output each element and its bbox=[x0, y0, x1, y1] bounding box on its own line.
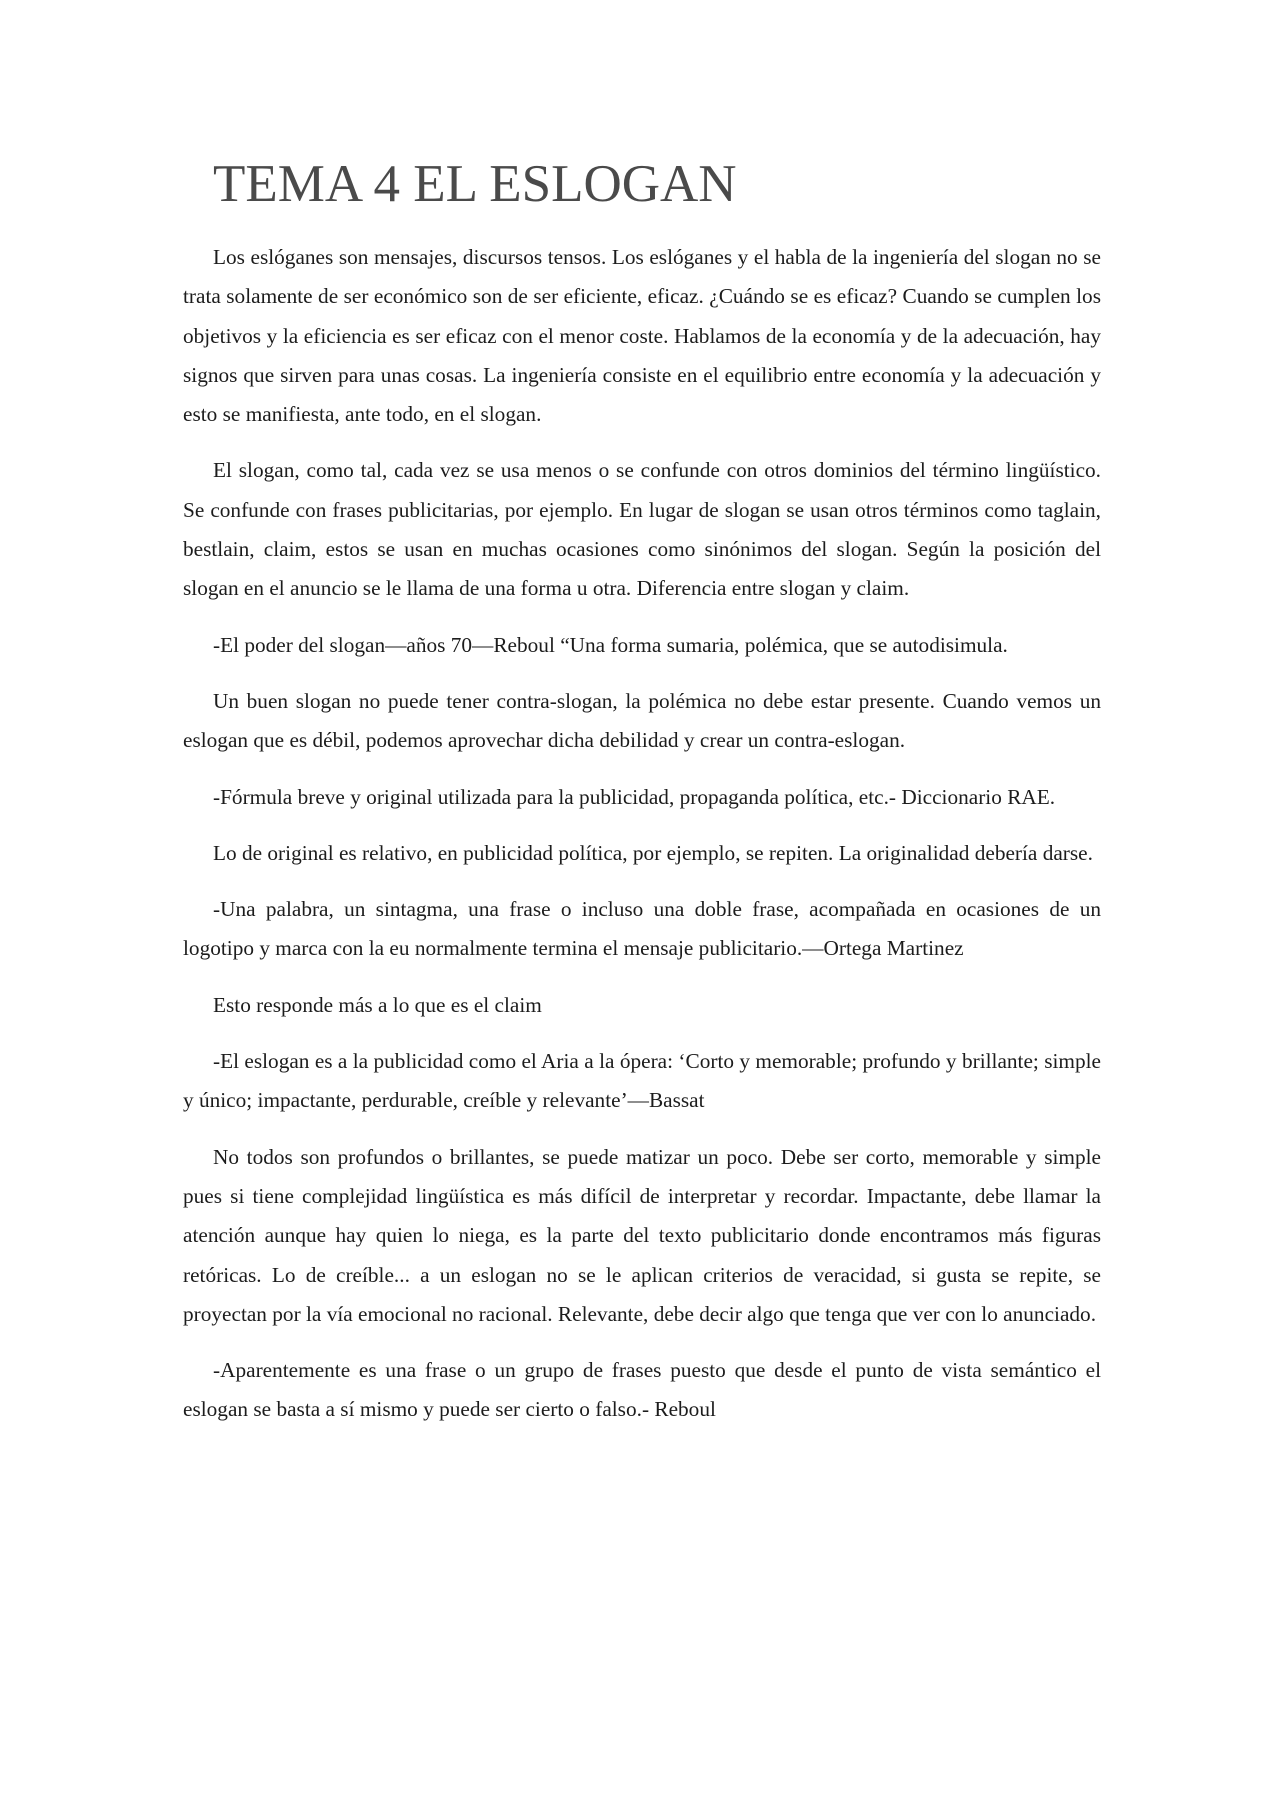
paragraph-5: -Fórmula breve y original utilizada para la publicidad, propaganda política, etc.- Diccionario RAE. bbox=[213, 784, 1056, 809]
paragraph-4: Un buen slogan no puede tener contra-slogan, la polémica no debe estar presente. Cuando vemos un eslogan que es débil, podemos aprovechar dicha debilidad y crear un contra-eslogan. bbox=[183, 688, 1101, 753]
document-body bbox=[183, 238, 1101, 1447]
paragraph-9: -El eslogan es a la publicidad como el Aria a la ópera: ‘Corto y memorable; profundo y brillante; simple y único; impactante, perdurable, creíble y relevante’—Bassat bbox=[183, 1049, 1101, 1113]
paragraph-7: -Una palabra, un sintagma, una frase o incluso una doble frase, acompañada en ocasiones de un logotipo y marca con la eu normalmente termina el mensaje publicitario.—Ortega Martinez bbox=[183, 897, 1101, 961]
paragraph-10: No todos son profundos o brillantes, se puede matizar un poco. Debe ser corto, memorable y simple pues si tiene complejidad lingüística es más difícil de interpretar y recordar. Impactante, debe llamar la atención aunque hay quien lo niega, es la parte del texto publicitario donde encontramos más figuras retóricas. Lo de creíble... a un eslogan no se le aplican criterios de veracidad, si gusta se repite, se proyectan por la vía emocional no racional. Relevante, debe decir algo que tenga que ver con lo anunciado. bbox=[183, 1144, 1101, 1326]
paragraph-1: Los eslóganes son mensajes, discursos tensos. Los eslóganes y el habla de la ingeniería del slogan no se trata solamente de ser económico son de ser eficiente, eficaz. ¿Cuándo se es eficaz? Cuando se cumplen los objetivos y la eficiencia es ser eficaz con el menor coste. Hablamos de la economía y de la adecuación, hay signos que sirven para unas cosas. La ingeniería consiste en el equilibrio entre economía y la adecuación y esto se manifiesta, ante todo, en el slogan. bbox=[183, 245, 1101, 427]
paragraph-8: Esto responde más a lo que es el claim bbox=[213, 992, 542, 1017]
paragraph-11: -Aparentemente es una frase o un grupo de frases puesto que desde el punto de vista semántico el eslogan se basta a sí mismo y puede ser cierto o falso.- Reboul bbox=[183, 1358, 1101, 1422]
paragraph-2: El slogan, como tal, cada vez se usa menos o se confunde con otros dominios del término lingüístico. Se confunde con frases publicitarias, por ejemplo. En lugar de slogan se usan otros términos como taglain, bestlain, claim, estos se usan en muchas ocasiones como sinónimos del slogan. Según la posición del slogan en el anuncio se le llama de una forma u otra. Diferencia entre slogan y claim. bbox=[183, 458, 1101, 601]
page-title: TEMA 4 EL ESLOGAN bbox=[213, 155, 737, 213]
paragraph-6: Lo de original es relativo, en publicidad política, por ejemplo, se repiten. La originalidad debería darse. bbox=[213, 840, 1093, 865]
paragraph-3: -El poder del slogan—años 70—Reboul “Una forma sumaria, polémica, que se autodisimula. bbox=[213, 632, 1008, 657]
